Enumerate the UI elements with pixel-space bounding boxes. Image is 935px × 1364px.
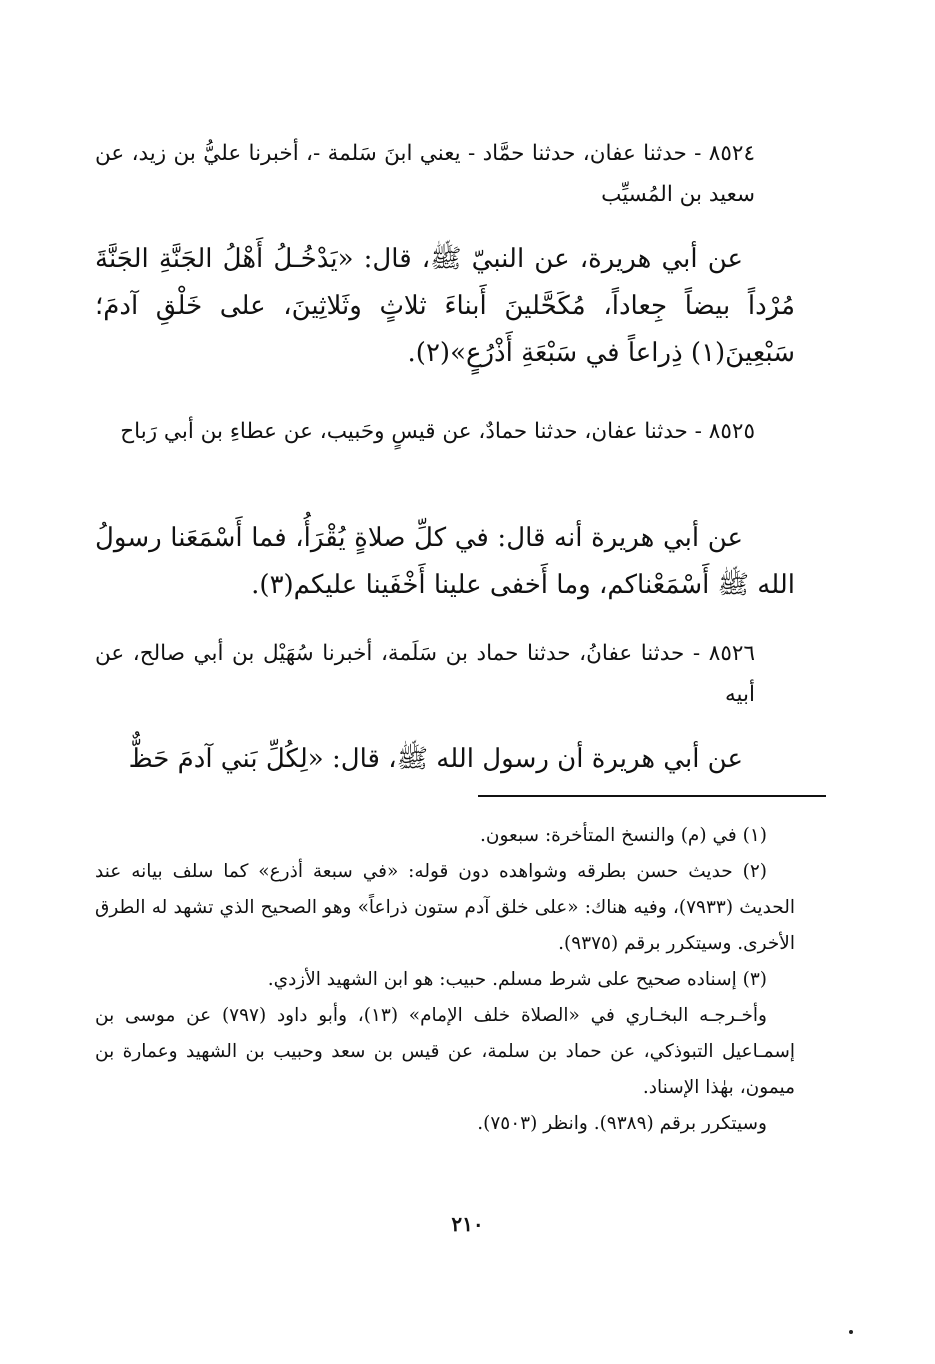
isnad-text: ٨٥٢٦ - حدثنا عفانُ، حدثنا حماد بن سَلَمة، أخبرنا سُهَيْل بن أبي صالح، عن أبيه bbox=[95, 641, 755, 707]
isnad-text: ٨٥٢٥ - حدثنا عفان، حدثنا حمادٌ، عن قيسٍ وحَبيب، عن عطاءِ بن أبي رَباح bbox=[120, 419, 755, 444]
isnad-text: ٨٥٢٤ - حدثنا عفان، حدثنا حمَّاد - يعني ابنَ سَلمة -، أخبرنا عليُّ بن زيد، عن سعيد بن المُسيِّب bbox=[95, 141, 755, 207]
footnote: (١) في (م) والنسخ المتأخرة: سبعون. bbox=[480, 825, 767, 846]
footnote-divider bbox=[478, 795, 826, 797]
matn-text: عن أبي هريرة أن رسول الله ﷺ، قال: «لِكُلِّ بَني آدمَ حَظٌّ bbox=[128, 744, 743, 774]
hadith-matn bbox=[95, 736, 795, 783]
hadith-matn bbox=[95, 236, 795, 377]
matn-text: عن أبي هريرة أنه قال: في كلِّ صلاةٍ يُقْرَأُ، فما أَسْمَعَنا رسولُ الله ﷺ أَسْمَعْناكم، وما أَخفى علينا أَخْفَينا عليكم(٣). bbox=[95, 523, 795, 600]
scan-speck bbox=[849, 1330, 853, 1334]
hadith-isnad bbox=[95, 633, 755, 715]
footnote: (٣) إسناده صحيح على شرط مسلم. حبيب: هو ابن الشهيد الأزدي. bbox=[267, 969, 767, 990]
hadith-isnad bbox=[95, 411, 755, 452]
matn-text: عن أبي هريرة، عن النبيّ ﷺ، قال: «يَدْخُـلُ أَهْلُ الجَنَّةِ الجَنَّةَ مُرْداً بيضاً جِعاداً، مُكَحَّلينَ أَبناءَ ثلاثٍ وثَلاثِينَ، على خَلْقِ آدمَ؛ سَبْعِينَ(١) ذِراعاً في سَبْعَةِ أَذْرُعٍ»(٢). bbox=[95, 244, 795, 368]
footnote: وأخـرجـه البخـاري في «الصلاة خلف الإمام» (١٣)، وأبو داود (٧٩٧) عن موسى بن إسمـاعيل التبوذكي، عن حماد بن سلمة، عن قيس بن سعد وحبيب بن الشهيد وعمارة بن ميمون، بهٰذا الإسناد. bbox=[95, 1005, 795, 1098]
hadith-matn bbox=[95, 515, 795, 609]
hadith-isnad bbox=[95, 133, 755, 215]
page-number: ٢١٠ bbox=[451, 1212, 484, 1236]
footnote: (٢) حديث حسن بطرقه وشواهده دون قوله: «في سبعة أذرع» كما سلف بيانه عند الحديث (٧٩٣٣)، وفيه هناك: «على خلق آدم ستون ذراعاً» وهو الصحيح الذي تشهد له الطرق الأخرى. وسيتكرر برقم (٩٣٧٥). bbox=[95, 861, 795, 954]
footnote: وسيتكرر برقم (٩٣٨٩). وانظر (٧٥٠٣). bbox=[477, 1113, 767, 1134]
footnotes bbox=[95, 818, 795, 1142]
